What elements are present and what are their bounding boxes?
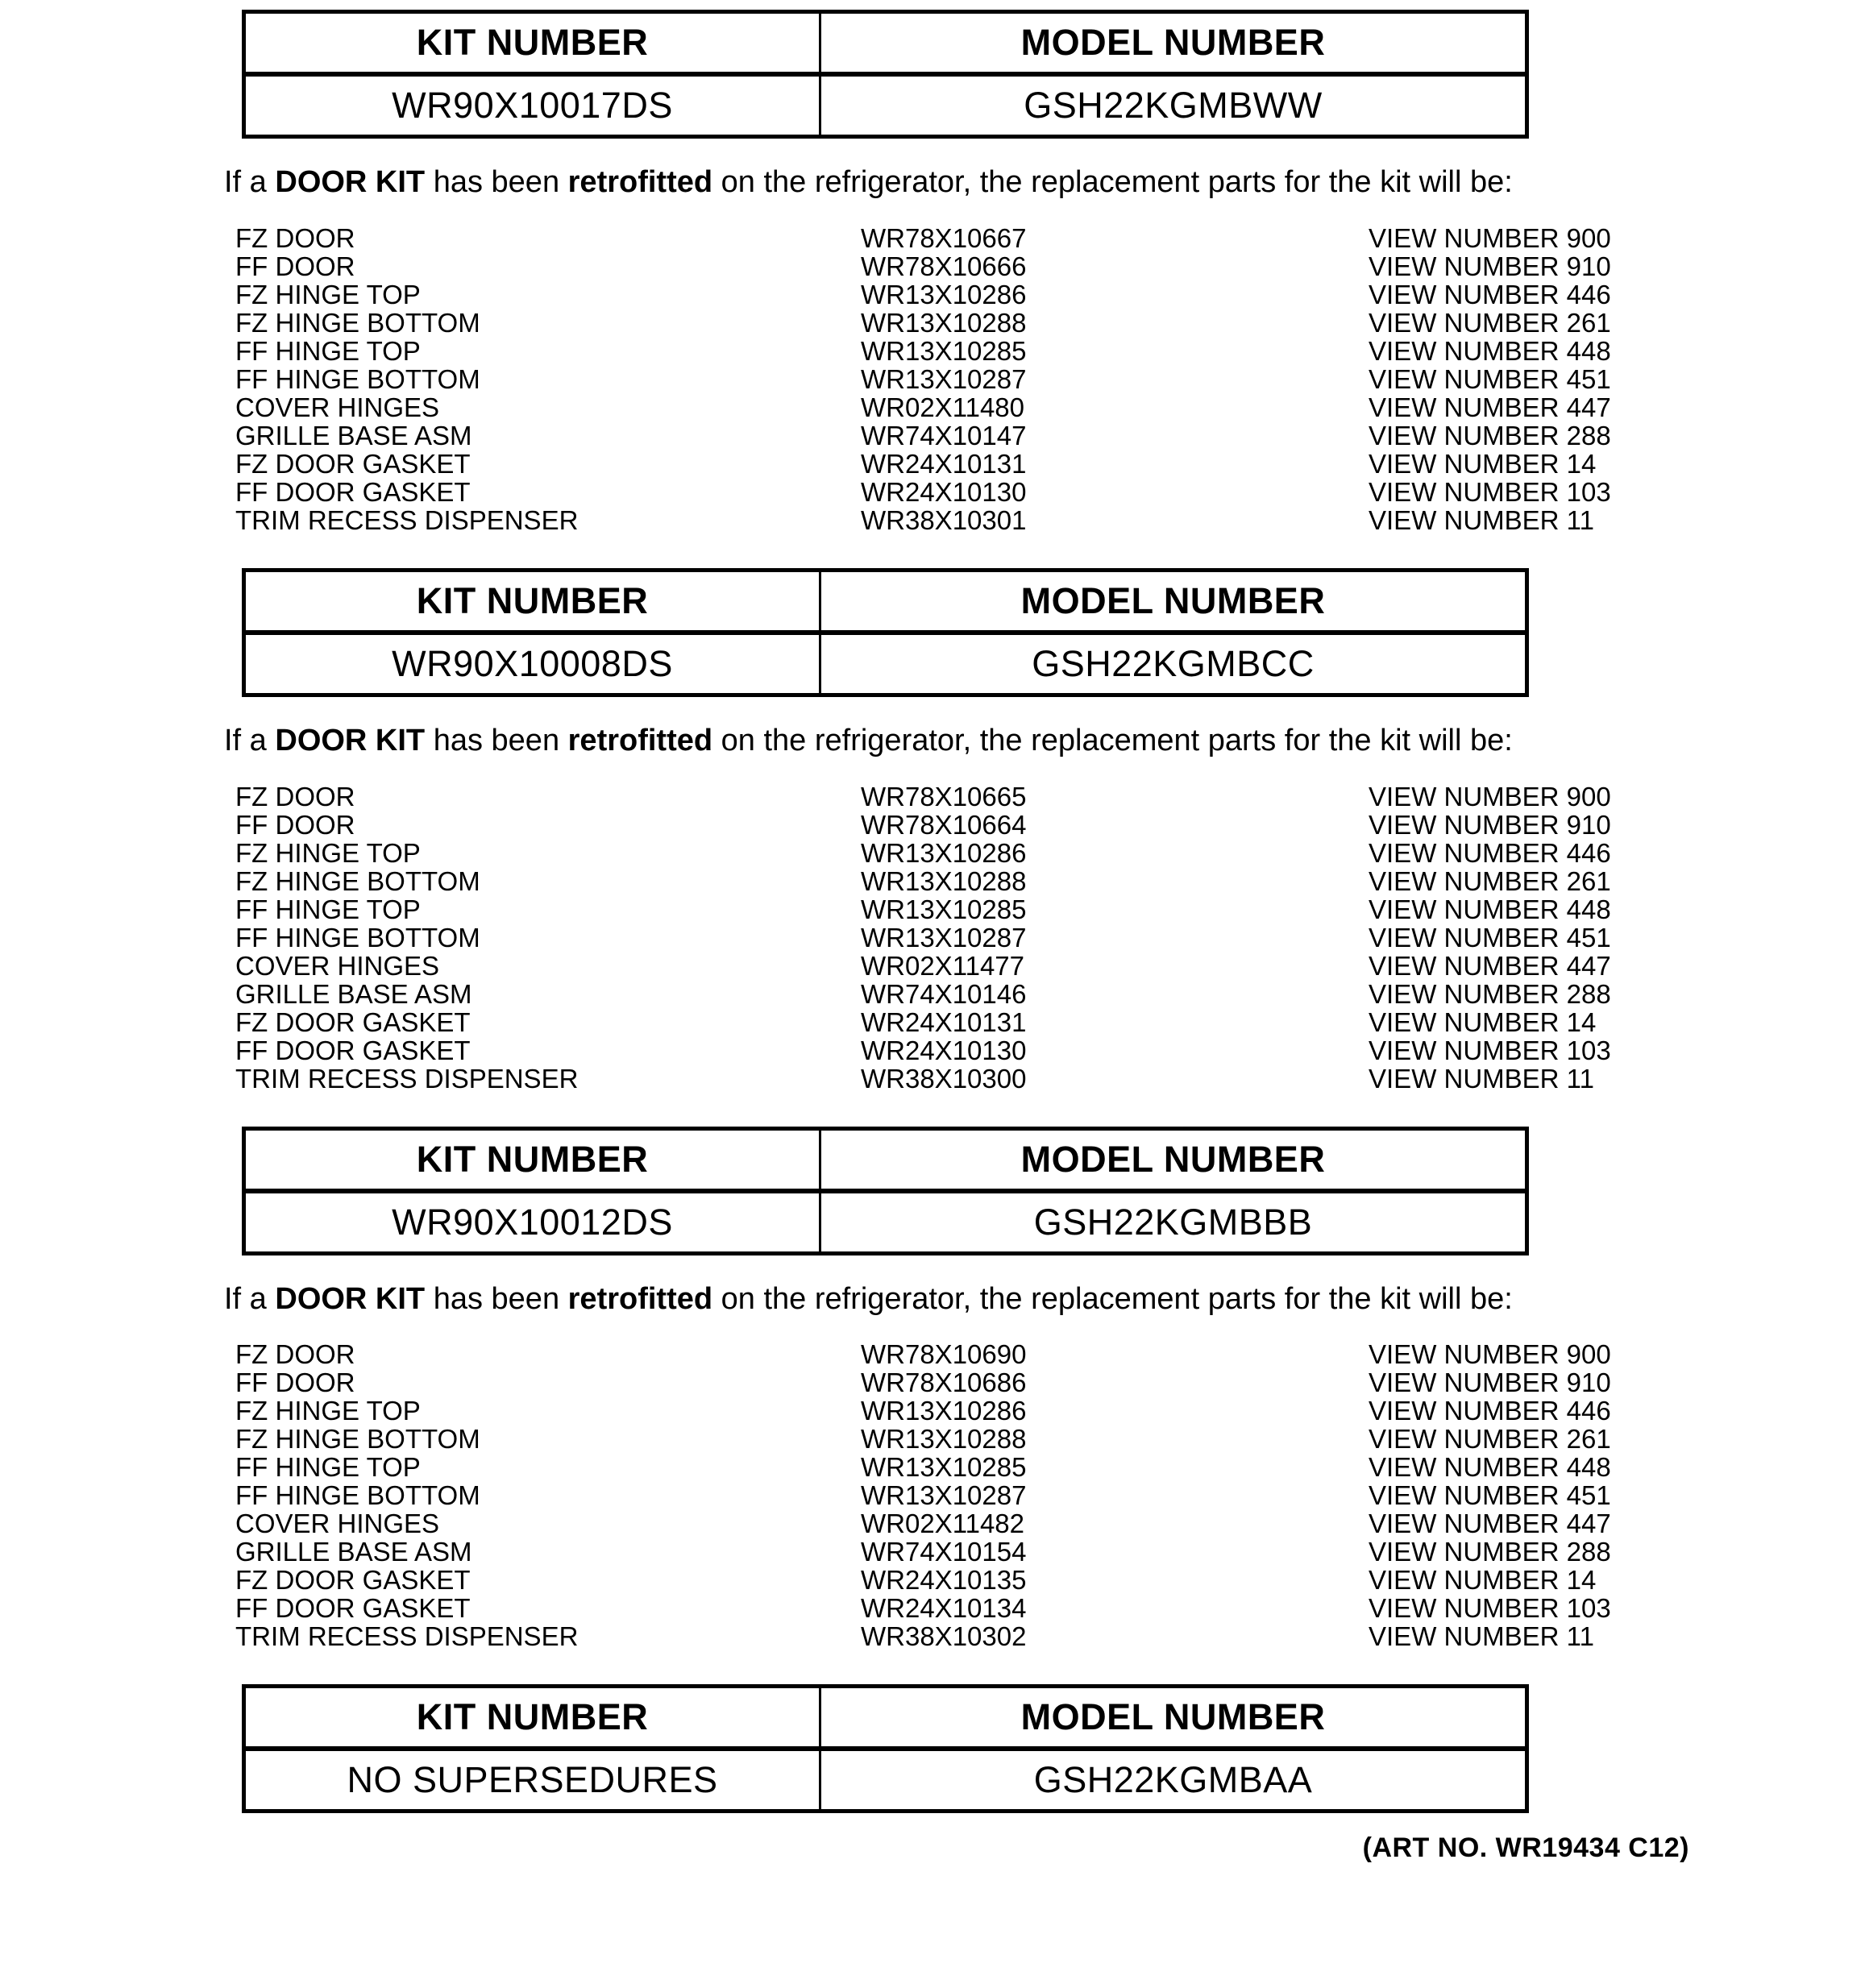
kit-block-4 xyxy=(0,1684,1865,1813)
part-label: FF DOOR GASKET xyxy=(235,1593,471,1624)
part-label: TRIM RECESS DISPENSER xyxy=(235,1063,579,1094)
part-view-number: VIEW NUMBER 900 xyxy=(1369,222,1611,253)
part-label: FZ DOOR xyxy=(235,781,355,811)
intro-bold-door-kit: DOOR KIT xyxy=(275,723,426,757)
part-number: WR13X10288 xyxy=(861,307,1027,338)
list-item xyxy=(0,895,1865,923)
part-label: FZ HINGE TOP xyxy=(235,279,421,309)
part-view-number: VIEW NUMBER 448 xyxy=(1369,335,1611,366)
part-view-number: VIEW NUMBER 447 xyxy=(1369,950,1611,981)
list-item xyxy=(0,811,1865,839)
part-number: WR24X10135 xyxy=(861,1565,1027,1596)
part-number: WR74X10154 xyxy=(861,1537,1027,1567)
kit-model-table-1 xyxy=(242,10,1529,139)
part-number: WR02X11482 xyxy=(861,1509,1025,1539)
part-view-number: VIEW NUMBER 288 xyxy=(1369,1537,1611,1567)
part-number: WR38X10300 xyxy=(861,1063,1027,1094)
part-label: FZ HINGE BOTTOM xyxy=(235,307,480,338)
part-view-number: VIEW NUMBER 14 xyxy=(1369,1006,1597,1037)
part-view-number: VIEW NUMBER 446 xyxy=(1369,1396,1611,1426)
part-number: WR13X10288 xyxy=(861,1424,1027,1455)
part-number: WR13X10287 xyxy=(861,1480,1027,1511)
part-view-number: VIEW NUMBER 910 xyxy=(1369,809,1611,840)
table-header-row xyxy=(244,1687,1527,1749)
list-item xyxy=(0,450,1865,478)
part-label: FF HINGE BOTTOM xyxy=(235,922,480,952)
part-label: FZ HINGE TOP xyxy=(235,837,421,868)
intro-text-1: If a xyxy=(224,165,276,199)
list-item xyxy=(0,782,1865,811)
list-item xyxy=(0,839,1865,867)
part-number: WR24X10131 xyxy=(861,1006,1027,1037)
part-number: WR13X10286 xyxy=(861,279,1027,309)
model-number-header: MODEL NUMBER xyxy=(820,570,1527,633)
part-view-number: VIEW NUMBER 261 xyxy=(1369,1424,1611,1455)
list-item xyxy=(0,1397,1865,1425)
kit-number-header: KIT NUMBER xyxy=(244,12,820,75)
part-number: WR13X10285 xyxy=(861,1452,1027,1483)
part-number: WR02X11480 xyxy=(861,392,1025,422)
list-item xyxy=(0,478,1865,506)
block-spacer xyxy=(0,1650,1865,1684)
part-number: WR74X10147 xyxy=(861,420,1027,450)
parts-list-1 xyxy=(0,224,1865,534)
part-view-number: VIEW NUMBER 11 xyxy=(1369,1621,1594,1652)
part-number: WR38X10302 xyxy=(861,1621,1027,1652)
list-item xyxy=(0,1566,1865,1594)
part-view-number: VIEW NUMBER 446 xyxy=(1369,279,1611,309)
kit-number-header: KIT NUMBER xyxy=(244,570,820,633)
list-item xyxy=(0,1622,1865,1650)
intro-text-1: If a xyxy=(224,1281,276,1316)
part-label: COVER HINGES xyxy=(235,950,440,981)
part-label: FF DOOR GASKET xyxy=(235,476,471,507)
part-label: TRIM RECESS DISPENSER xyxy=(235,504,579,535)
part-number: WR78X10664 xyxy=(861,809,1027,840)
list-item xyxy=(0,1481,1865,1509)
retrofit-intro-sentence xyxy=(224,724,1865,758)
part-label: FZ DOOR GASKET xyxy=(235,448,471,479)
table-header-row xyxy=(244,12,1527,75)
list-item xyxy=(0,923,1865,952)
top-spacer xyxy=(0,0,1865,10)
list-item xyxy=(0,337,1865,365)
block-spacer xyxy=(0,534,1865,568)
model-number-header: MODEL NUMBER xyxy=(820,1687,1527,1749)
list-item xyxy=(0,506,1865,534)
part-number: WR74X10146 xyxy=(861,978,1027,1009)
part-number: WR78X10666 xyxy=(861,251,1027,281)
list-item xyxy=(0,1036,1865,1065)
table-value-row xyxy=(244,74,1527,137)
model-number-value: GSH22KGMBCC xyxy=(820,633,1527,695)
list-item xyxy=(0,1453,1865,1481)
kit-number-value: NO SUPERSEDURES xyxy=(244,1749,820,1812)
part-label: FF DOOR xyxy=(235,1368,355,1398)
intro-bold-retrofitted: retrofitted xyxy=(567,165,713,199)
part-view-number: VIEW NUMBER 14 xyxy=(1369,1565,1597,1596)
list-item xyxy=(0,224,1865,252)
kit-number-value: WR90X10017DS xyxy=(244,74,820,137)
kit-block-1 xyxy=(0,10,1865,534)
intro-bold-retrofitted: retrofitted xyxy=(567,723,713,757)
part-number: WR78X10667 xyxy=(861,222,1027,253)
block-spacer xyxy=(0,1093,1865,1127)
kit-model-table-4 xyxy=(242,1684,1529,1813)
kit-number-value: WR90X10012DS xyxy=(244,1191,820,1254)
part-number: WR38X10301 xyxy=(861,504,1027,535)
part-number: WR13X10286 xyxy=(861,1396,1027,1426)
parts-list-3 xyxy=(0,1340,1865,1650)
table-header-row xyxy=(244,1128,1527,1191)
part-view-number: VIEW NUMBER 451 xyxy=(1369,922,1611,952)
table-value-row xyxy=(244,1749,1527,1812)
part-number: WR13X10285 xyxy=(861,335,1027,366)
model-number-header: MODEL NUMBER xyxy=(820,12,1527,75)
part-label: COVER HINGES xyxy=(235,392,440,422)
intro-text-3: on the refrigerator, the replacement parts for the kit will be: xyxy=(712,1281,1513,1316)
part-label: FZ DOOR xyxy=(235,1339,355,1370)
part-label: FZ DOOR xyxy=(235,222,355,253)
table-value-row xyxy=(244,633,1527,695)
part-label: GRILLE BASE ASM xyxy=(235,420,472,450)
part-view-number: VIEW NUMBER 451 xyxy=(1369,363,1611,394)
kit-model-table-3 xyxy=(242,1127,1529,1255)
part-label: COVER HINGES xyxy=(235,1509,440,1539)
part-label: FZ DOOR GASKET xyxy=(235,1565,471,1596)
list-item xyxy=(0,309,1865,337)
list-item xyxy=(0,1538,1865,1566)
kit-number-value: WR90X10008DS xyxy=(244,633,820,695)
list-item xyxy=(0,1065,1865,1093)
part-label: TRIM RECESS DISPENSER xyxy=(235,1621,579,1652)
part-view-number: VIEW NUMBER 288 xyxy=(1369,420,1611,450)
part-view-number: VIEW NUMBER 261 xyxy=(1369,307,1611,338)
part-number: WR24X10130 xyxy=(861,476,1027,507)
part-view-number: VIEW NUMBER 103 xyxy=(1369,476,1611,507)
model-number-value: GSH22KGMBBB xyxy=(820,1191,1527,1254)
part-label: GRILLE BASE ASM xyxy=(235,1537,472,1567)
part-view-number: VIEW NUMBER 447 xyxy=(1369,1509,1611,1539)
kit-model-table-2 xyxy=(242,568,1529,697)
part-label: FZ HINGE BOTTOM xyxy=(235,1424,480,1455)
intro-bold-door-kit: DOOR KIT xyxy=(275,165,426,199)
intro-text-2: has been xyxy=(425,165,568,199)
intro-bold-door-kit: DOOR KIT xyxy=(275,1281,426,1316)
list-item xyxy=(0,252,1865,280)
intro-text-2: has been xyxy=(425,723,568,757)
part-view-number: VIEW NUMBER 900 xyxy=(1369,781,1611,811)
parts-list-2 xyxy=(0,782,1865,1093)
list-item xyxy=(0,867,1865,895)
part-number: WR24X10131 xyxy=(861,448,1027,479)
model-number-header: MODEL NUMBER xyxy=(820,1128,1527,1191)
list-item xyxy=(0,952,1865,980)
intro-bold-retrofitted: retrofitted xyxy=(567,1281,713,1316)
part-label: FF DOOR GASKET xyxy=(235,1035,471,1065)
part-view-number: VIEW NUMBER 11 xyxy=(1369,1063,1594,1094)
list-item xyxy=(0,980,1865,1008)
part-view-number: VIEW NUMBER 447 xyxy=(1369,392,1611,422)
list-item xyxy=(0,1594,1865,1622)
part-label: FF HINGE BOTTOM xyxy=(235,1480,480,1511)
list-item xyxy=(0,421,1865,450)
list-item xyxy=(0,393,1865,421)
part-view-number: VIEW NUMBER 451 xyxy=(1369,1480,1611,1511)
part-view-number: VIEW NUMBER 103 xyxy=(1369,1035,1611,1065)
model-number-value: GSH22KGMBWW xyxy=(820,74,1527,137)
part-label: FF HINGE TOP xyxy=(235,894,421,924)
model-number-value: GSH22KGMBAA xyxy=(820,1749,1527,1812)
kit-number-header: KIT NUMBER xyxy=(244,1128,820,1191)
list-item xyxy=(0,1368,1865,1397)
part-view-number: VIEW NUMBER 448 xyxy=(1369,894,1611,924)
part-view-number: VIEW NUMBER 446 xyxy=(1369,837,1611,868)
retrofit-intro-sentence xyxy=(224,1283,1865,1317)
part-number: WR13X10285 xyxy=(861,894,1027,924)
art-number-footer: (ART NO. WR19434 C12) xyxy=(1362,1832,1689,1864)
part-label: GRILLE BASE ASM xyxy=(235,978,472,1009)
part-view-number: VIEW NUMBER 910 xyxy=(1369,251,1611,281)
list-item xyxy=(0,1340,1865,1368)
part-number: WR13X10286 xyxy=(861,837,1027,868)
part-label: FZ DOOR GASKET xyxy=(235,1006,471,1037)
part-view-number: VIEW NUMBER 910 xyxy=(1369,1368,1611,1398)
part-number: WR24X10134 xyxy=(861,1593,1027,1624)
part-number: WR13X10287 xyxy=(861,922,1027,952)
part-view-number: VIEW NUMBER 900 xyxy=(1369,1339,1611,1370)
part-label: FZ HINGE BOTTOM xyxy=(235,865,480,896)
list-item xyxy=(0,1008,1865,1036)
part-view-number: VIEW NUMBER 261 xyxy=(1369,865,1611,896)
part-view-number: VIEW NUMBER 11 xyxy=(1369,504,1594,535)
intro-text-3: on the refrigerator, the replacement parts for the kit will be: xyxy=(712,165,1513,199)
part-view-number: VIEW NUMBER 14 xyxy=(1369,448,1597,479)
part-view-number: VIEW NUMBER 448 xyxy=(1369,1452,1611,1483)
kit-block-2 xyxy=(0,568,1865,1093)
part-number: WR13X10287 xyxy=(861,363,1027,394)
part-number: WR78X10686 xyxy=(861,1368,1027,1398)
part-number: WR24X10130 xyxy=(861,1035,1027,1065)
intro-text-1: If a xyxy=(224,723,276,757)
part-number: WR78X10690 xyxy=(861,1339,1027,1370)
part-label: FF HINGE TOP xyxy=(235,335,421,366)
list-item xyxy=(0,1425,1865,1453)
intro-text-2: has been xyxy=(425,1281,568,1316)
kit-number-header: KIT NUMBER xyxy=(244,1687,820,1749)
part-label: FF DOOR xyxy=(235,809,355,840)
part-view-number: VIEW NUMBER 288 xyxy=(1369,978,1611,1009)
part-view-number: VIEW NUMBER 103 xyxy=(1369,1593,1611,1624)
part-label: FF HINGE BOTTOM xyxy=(235,363,480,394)
list-item xyxy=(0,365,1865,393)
kit-block-3 xyxy=(0,1127,1865,1651)
table-header-row xyxy=(244,570,1527,633)
part-label: FZ HINGE TOP xyxy=(235,1396,421,1426)
part-number: WR78X10665 xyxy=(861,781,1027,811)
retrofit-intro-sentence xyxy=(224,166,1865,200)
list-item xyxy=(0,1509,1865,1538)
intro-text-3: on the refrigerator, the replacement parts for the kit will be: xyxy=(712,723,1513,757)
list-item xyxy=(0,280,1865,309)
part-label: FF DOOR xyxy=(235,251,355,281)
part-label: FF HINGE TOP xyxy=(235,1452,421,1483)
part-number: WR13X10288 xyxy=(861,865,1027,896)
part-number: WR02X11477 xyxy=(861,950,1025,981)
table-value-row xyxy=(244,1191,1527,1254)
